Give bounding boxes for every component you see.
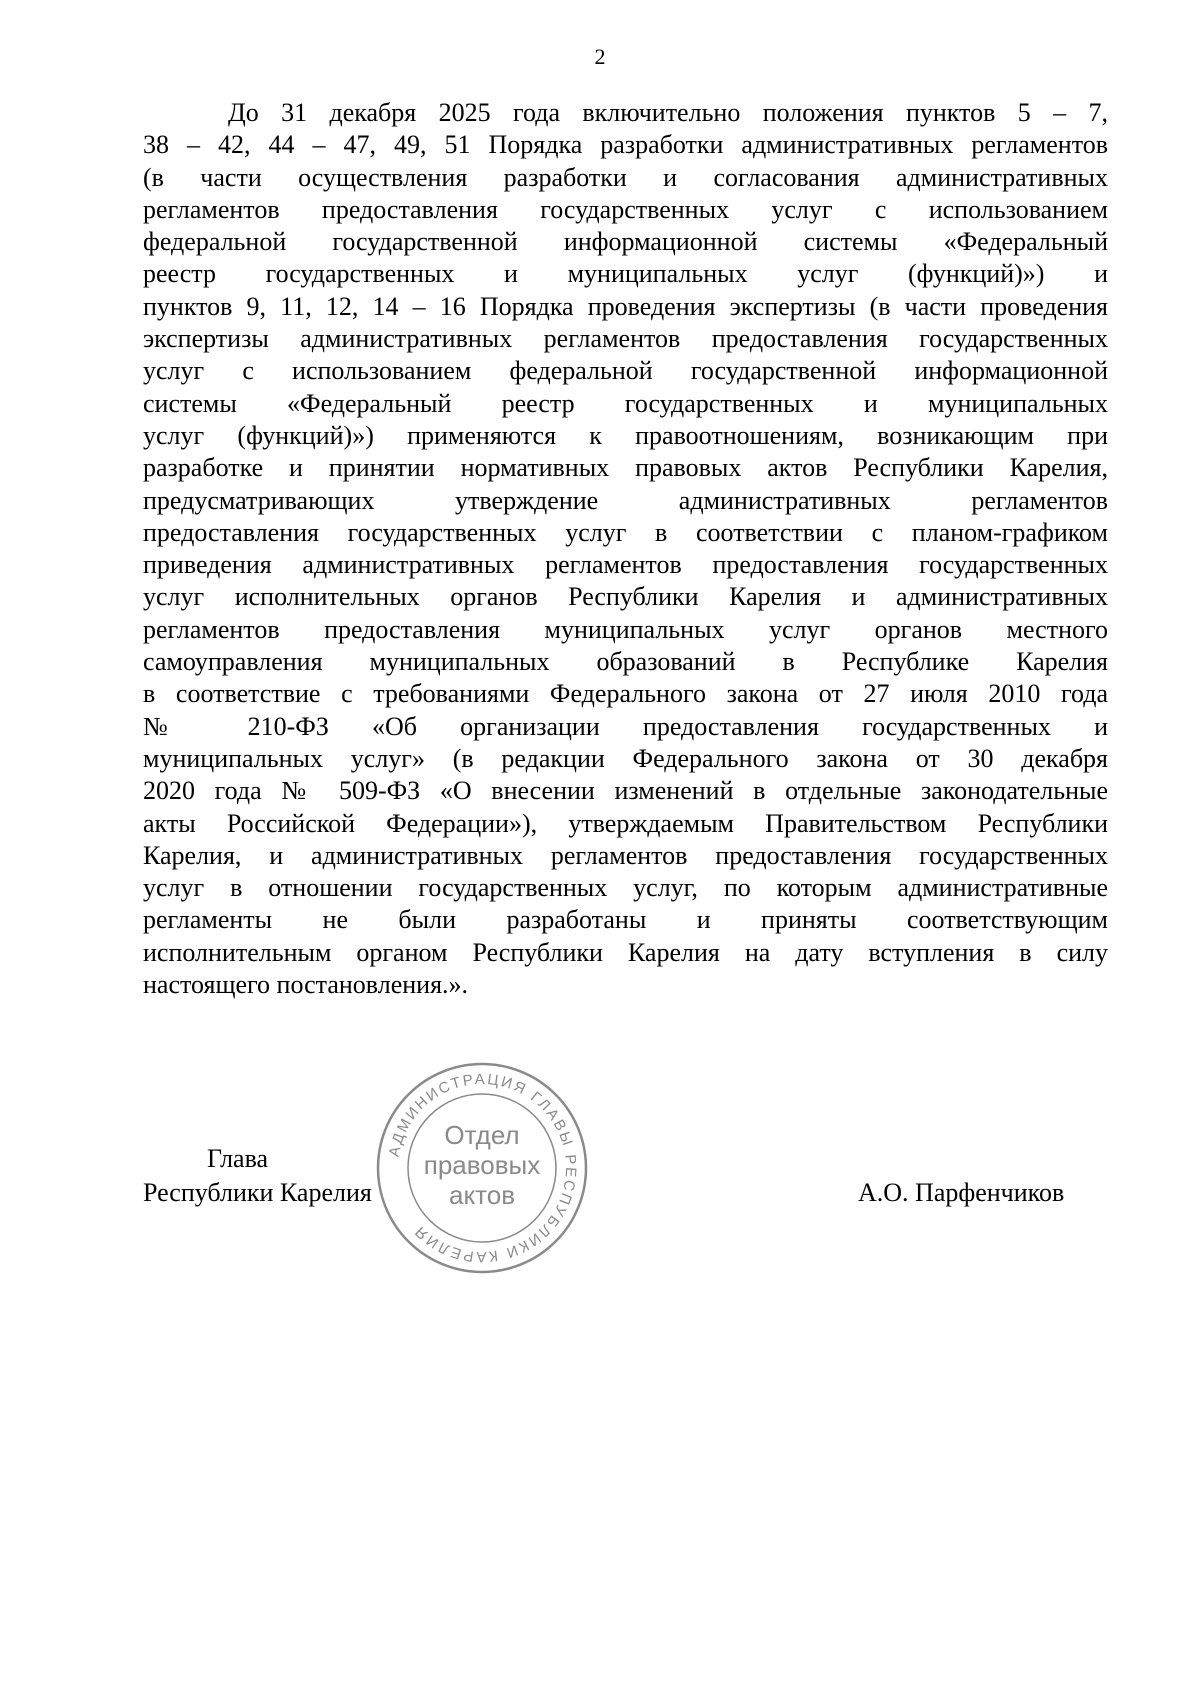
text-line: реестр государственных и муниципальных услуг (функций)») и	[143, 259, 1108, 289]
text-line: пунктов 9, 11, 12, 14 – 16 Порядка проведения экспертизы (в части проведения	[143, 291, 1108, 321]
text-line: До 31 декабря 2025 года включительно положения пунктов 5 – 7,	[228, 98, 1108, 127]
text-line: самоуправления муниципальных образований в Республике Карелия	[143, 647, 1108, 677]
text-line: в соответствие с требованиями Федерального закона от 27 июля 2010 года	[143, 679, 1108, 709]
text-line: предоставления государственных услуг в соответствии с планом-графиком	[143, 517, 1108, 547]
text-line: акты Российской Федерации»), утверждаемым Правительством Республики	[143, 808, 1108, 838]
stamp-seal	[374, 1060, 590, 1276]
stamp-center-text: правовых	[423, 1150, 541, 1180]
text-line: регламентов предоставления государственных услуг с использованием	[143, 194, 1108, 224]
text-line: услуг с использованием федеральной государственной информационной	[143, 356, 1108, 386]
text-line: муниципальных услуг» (в редакции Федерального закона от 30 декабря	[143, 743, 1108, 773]
text-line: (в части осуществления разработки и согласования административных	[143, 162, 1108, 192]
text-line: регламентов предоставления муниципальных услуг органов местного	[143, 614, 1108, 644]
body-paragraph	[143, 97, 1108, 1001]
text-line: настоящего постановления.».	[143, 970, 469, 1000]
text-line: Карелия, и административных регламентов предоставления государственных	[143, 840, 1108, 870]
stamp-center-text: Отдел	[444, 1120, 520, 1150]
text-line: услуг исполнительных органов Республики Карелия и административных	[143, 582, 1108, 612]
text-line: исполнительным органом Республики Карелия на дату вступления в силу	[143, 937, 1108, 967]
text-line: услуг (функций)») применяются к правоотношениям, возникающим при	[143, 420, 1108, 450]
signatory-name: А.О. Парфенчиков	[858, 1178, 1065, 1207]
text-line: предусматривающих утверждение административных регламентов	[143, 485, 1108, 515]
text-line: федеральной государственной информационной системы «Федеральный	[143, 227, 1108, 257]
signature-title-line: Глава	[207, 1144, 269, 1173]
text-line: услуг в отношении государственных услуг, по которым административные	[143, 873, 1108, 903]
stamp-ring-text: АДМИНИСТРАЦИЯ ГЛАВЫ РЕСПУБЛИКИ КАРЕЛИЯ	[385, 1070, 580, 1266]
text-line: экспертизы административных регламентов предоставления государственных	[143, 324, 1108, 354]
text-line: приведения административных регламентов предоставления государственных	[143, 550, 1108, 580]
text-line: 2020 года № 509-ФЗ «О внесении изменений в отдельные законодательные	[143, 776, 1108, 806]
signature-title	[143, 1142, 372, 1210]
text-line: № 210-ФЗ «Об организации предоставления государственных и	[143, 711, 1108, 741]
text-line: разработке и принятии нормативных правовых актов Республики Карелия,	[143, 453, 1108, 483]
text-line: регламенты не были разработаны и приняты соответствующим	[143, 905, 1108, 935]
signature-title-line: Республики Карелия	[143, 1178, 372, 1207]
stamp-center-text: актов	[448, 1180, 516, 1210]
page-number: 2	[594, 44, 606, 69]
text-line: системы «Федеральный реестр государственных и муниципальных	[143, 388, 1108, 418]
text-line: 38 – 42, 44 – 47, 49, 51 Порядка разработки административных регламентов	[143, 130, 1108, 160]
